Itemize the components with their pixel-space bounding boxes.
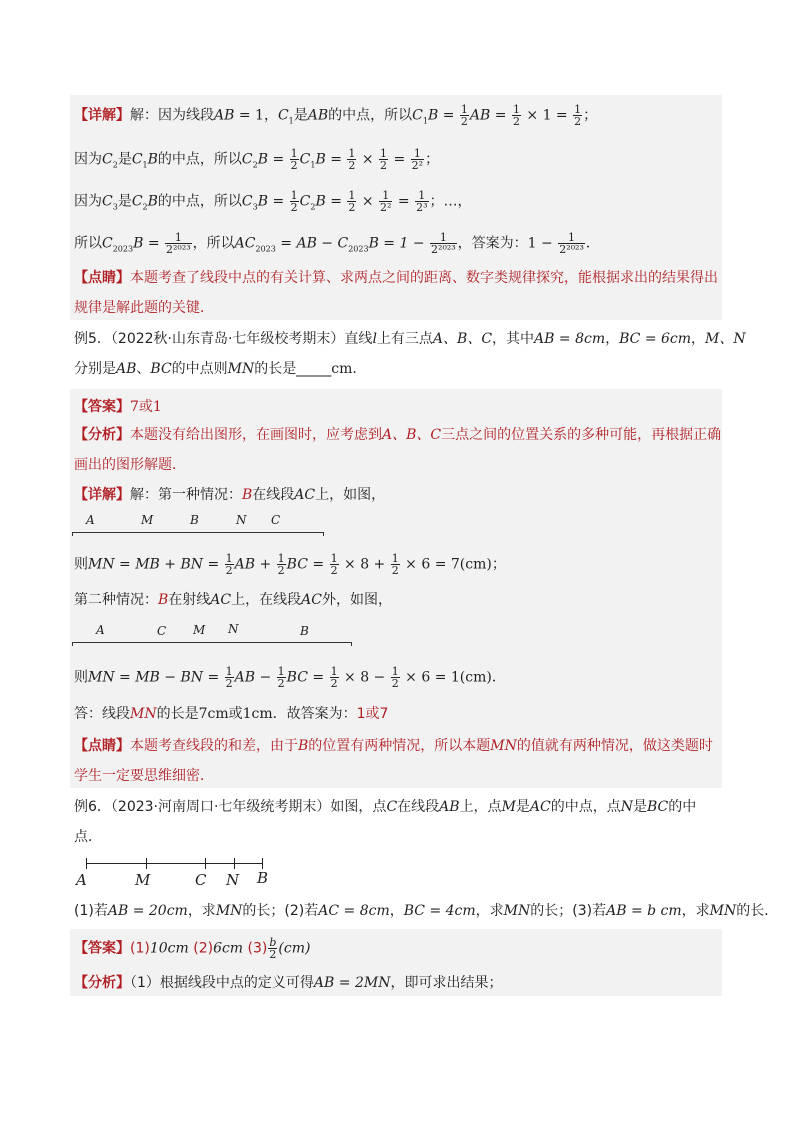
detail-line-3: 因为$C_3$是$C_2B$的中点，所以$C_3B$ = $\frac{1}{2}$ $C_2B$ = $\frac{1}{2}$ × $\frac{1}{\text{2²}}$ = $\frac{1}{\text{2³}}$ ；…， [74, 189, 472, 214]
answer-line-5: 【答案】7或1 [74, 399, 162, 415]
point-label-n: N [226, 871, 240, 889]
comment-line-2: 规律是解此题的关键． [74, 300, 214, 316]
calc-line-2: 则MN = MB − BN = $\frac{1}{2}$ AB − $\frac{1}{2}$ BC = $\frac{1}{2}$ × 8 − $\frac{1}{2}$ × 6 = 1(cm)． [74, 665, 506, 690]
example-6-line-1: 例6．（2023·河南周口·七年级统考期末）如图，点C在线段AB上，点M是AC的中点，点N是BC的中 [74, 799, 697, 815]
point-label-m: M [193, 623, 206, 637]
fraction: $\frac{b}{2}$ [269, 936, 277, 961]
solution-block-2 [70, 389, 722, 788]
fraction: $\frac{1}{\text{2³}}$ [416, 189, 428, 214]
point-label-a: A [96, 623, 105, 637]
answer-line-6: 【答案】(1)10cm (2)6cm (3) $\frac{b}{2}$ (cm) [74, 936, 311, 961]
comment-tag: 【点睛】 [74, 738, 130, 754]
segment-figure-1 [72, 512, 326, 536]
fraction: $\frac{1}{2}$ [391, 665, 399, 690]
example-6-questions: (1)若AB = 20cm，求MN的长；(2)若AC = 8cm，BC = 4cm，求MN的长；(3)若AB = b cm，求MN的长． [74, 903, 779, 919]
fraction: $\frac{1}{2}$ [460, 103, 468, 128]
fraction: $\frac{1}{\text{2²⁰²³}}$ [431, 231, 456, 256]
point-label-m: M [141, 513, 154, 527]
point-label-b: B [190, 513, 199, 527]
fraction: $\frac{1}{2}$ [380, 147, 388, 172]
fraction: $\frac{1}{\text{2²⁰²³}}$ [166, 231, 191, 256]
segment-figure-2 [72, 620, 354, 646]
fraction: $\frac{1}{2}$ [277, 665, 285, 690]
point-label-n: N [236, 513, 247, 527]
detail-tag: 【详解】 [74, 107, 130, 124]
answer-tag: 【答案】 [74, 399, 130, 415]
final-answer-5: 答：线段MN的长是7cm或1cm．故答案为：1或7 [74, 706, 389, 722]
fraction: $\frac{1}{2}$ [290, 147, 298, 172]
point-label-b: B [257, 869, 269, 887]
answer-blank: _____ [296, 361, 332, 377]
comment-5-line-1: 【点睛】本题考查线段的和差，由于B的位置有两种情况，所以本题MN的值就有两种情况，做这类题时 [74, 738, 713, 754]
point-label-b: B [300, 624, 309, 638]
point-label-n: N [228, 622, 239, 636]
analysis-line-1: 【分析】本题没有给出图形，在画图时，应考虑到A、B、C三点之间的位置关系的多种可能，再根据正确 [74, 427, 722, 443]
analysis-line-2: 画出的图形解题． [74, 457, 186, 473]
fraction: $\frac{1}{2}$ [348, 147, 356, 172]
fraction: $\frac{1}{2}$ [225, 665, 233, 690]
calc-line-1: 则MN = MB + BN = $\frac{1}{2}$ AB + $\frac{1}{2}$ BC = $\frac{1}{2}$ × 8 + $\frac{1}{2}$ × 6 = 7(cm)； [74, 552, 506, 577]
comment-5-line-2: 学生一定要思维细密． [74, 768, 214, 784]
detail-5-line: 【详解】解：第一种情况：B在线段AC上，如图， [74, 487, 386, 503]
example-5-line-1: 例5．（2022秋·山东青岛·七年级校考期末）直线l上有三点A、B、C，其中AB = 8cm，BC = 6cm，M、N [74, 331, 746, 347]
segment-line [86, 863, 263, 864]
segment-figure-3 [74, 856, 274, 890]
fraction: $\frac{1}{2}$ [391, 552, 399, 577]
detail-line-4: 所以$C_{2023}B$ = $\frac{1}{\text{2²⁰²³}}$ ，所以$AC_{2023}$ = AB − $C_{2023}B = 1$ − $\frac{1}{\text{2²⁰²³}}$ ，答案为：1 − $\frac{1}{\text{2²⁰²³}}$ ． [74, 231, 600, 256]
fraction: $\frac{1}{2}$ [330, 665, 338, 690]
detail-line-1: 【详解】解：因为线段AB = 1，$C_1$是AB的中点，所以$C_1B$ = $\frac{1}{2}$ AB = $\frac{1}{2}$ × 1 = $\frac{1}{2}$ ； [74, 103, 598, 128]
fraction: $\frac{1}{2}$ [225, 552, 233, 577]
fraction: $\frac{1}{2}$ [574, 103, 582, 128]
fraction: $\frac{1}{\text{2²⁰²³}}$ [559, 231, 584, 256]
point-label-c: C [195, 871, 207, 889]
segment-line [72, 642, 352, 643]
example-6-line-2: 点． [74, 829, 102, 845]
fraction: $\frac{1}{\text{2²}}$ [411, 147, 424, 172]
answer-tag: 【答案】 [74, 940, 130, 957]
fraction: $\frac{1}{2}$ [330, 552, 338, 577]
detail-line-2: 因为$C_2$是$C_1B$的中点，所以$C_2B$ = $\frac{1}{2}$ $C_1B$ = $\frac{1}{2}$ × $\frac{1}{2}$ = $\frac{1}{\text{2²}}$ ； [74, 147, 440, 172]
fraction: $\frac{1}{2}$ [348, 189, 356, 214]
fraction: $\frac{1}{\text{2²}}$ [380, 189, 392, 214]
point-label-m: M [135, 871, 151, 889]
comment-line-1: 【点睛】本题考查了线段中点的有关计算、求两点之间的距离、数字类规律探究，能根据求出的结果得出 [74, 270, 718, 286]
fraction: $\frac{1}{2}$ [512, 103, 520, 128]
fraction: $\frac{1}{2}$ [277, 552, 285, 577]
fraction: $\frac{1}{2}$ [290, 189, 298, 214]
point-label-c: C [271, 513, 281, 527]
segment-line [72, 532, 324, 533]
comment-tag: 【点睛】 [74, 270, 130, 286]
example-5-line-2: 分别是AB、BC的中点则MN的长是_____cm． [74, 361, 367, 377]
point-label-c: C [157, 624, 167, 638]
point-label-a: A [76, 871, 87, 889]
detail-tag: 【详解】 [74, 487, 130, 503]
case-2-line: 第二种情况：B在射线AC上，在线段AC外，如图， [74, 592, 392, 608]
analysis-tag: 【分析】 [74, 975, 130, 991]
point-label-a: A [86, 513, 95, 527]
analysis-tag: 【分析】 [74, 427, 130, 443]
analysis-6-line: 【分析】（1）根据线段中点的定义可得AB = 2MN，即可求出结果； [74, 975, 503, 991]
